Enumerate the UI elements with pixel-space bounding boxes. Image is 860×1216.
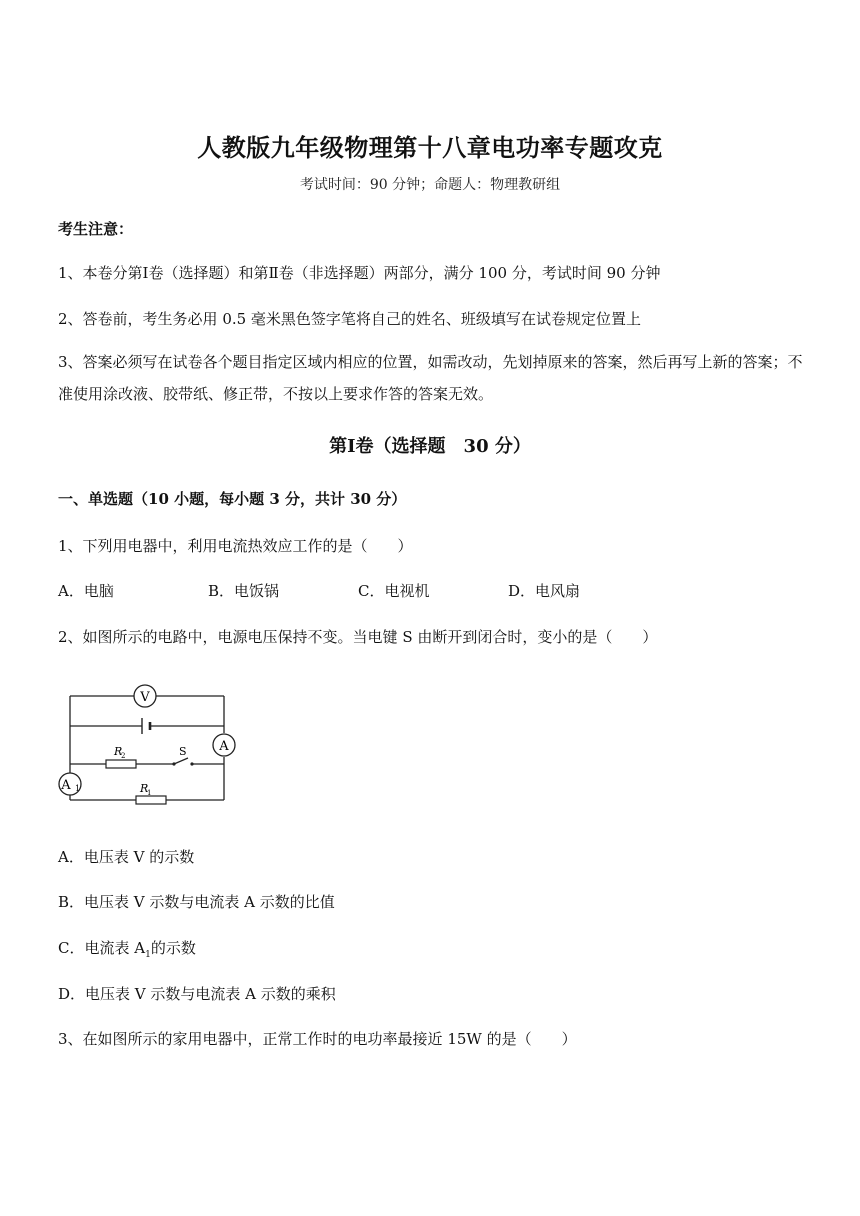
question-1-option-b: B．电饭锅 (208, 582, 280, 600)
question-2-option-d: D．电压表 V 示数与电流表 A 示数的乘积 (58, 985, 336, 1003)
resistor-r2-icon (106, 760, 136, 768)
question-1-option-a: A．电脑 (58, 582, 114, 600)
question-3-stem: 3、在如图所示的家用电器中，正常工作时的电功率最接近 15W 的是（ ） (58, 1030, 577, 1048)
r1-subscript: 1 (147, 789, 152, 797)
option-c-prefix: C．电流表 A (58, 939, 146, 957)
option-c-subscript: 1 (145, 950, 151, 960)
part-title: 一、单选题（10 小题，每小题 3 分，共计 30 分） (58, 490, 407, 508)
question-2-option-a: A．电压表 V 的示数 (58, 848, 195, 866)
notes-label: 考生注意： (58, 220, 134, 238)
circuit-diagram (56, 676, 256, 808)
question-2-option-c (58, 937, 196, 960)
switch-contact-icon (190, 762, 193, 765)
r1-label: R (140, 782, 149, 795)
ammeter-a1-label: A (61, 778, 71, 793)
section-title: 第Ⅰ卷（选择题 30 分） (329, 436, 531, 457)
ammeter-a1-subscript: 1 (75, 784, 81, 793)
r2-subscript: 2 (121, 752, 126, 760)
resistor-r1-icon (136, 796, 166, 804)
question-1-option-d: D．电风扇 (508, 582, 581, 600)
note-item: 2、答卷前，考生务必用 0.5 毫米黑色签字笔将自己的姓名、班级填写在试卷规定位置上 (58, 310, 641, 328)
exam-info: 考试时间：90 分钟；命题人：物理教研组 (299, 177, 561, 193)
switch-contact-icon (172, 762, 175, 765)
switch-label: S (179, 745, 187, 758)
voltmeter-label: V (140, 690, 150, 705)
question-2-option-b: B．电压表 V 示数与电流表 A 示数的比值 (58, 893, 335, 911)
r2-label: R (114, 745, 123, 758)
option-c-suffix: 的示数 (150, 939, 196, 957)
document-title: 人教版九年级物理第十八章电功率专题攻克 (197, 133, 663, 162)
question-1-option-c: C．电视机 (358, 582, 430, 600)
note-item: 3、答案必须写在试卷各个题目指定区域内相应的位置，如需改动，先划掉原来的答案，然后再写上新的答案；不准使用涂改液、胶带纸、修正带，不按以上要求作答的答案无效。 (58, 353, 803, 403)
ammeter-label: A (219, 739, 229, 754)
question-2-stem: 2、如图所示的电路中，电源电压保持不变。当电键 S 由断开到闭合时，变小的是（ ） (58, 628, 658, 646)
question-1-stem: 1、下列用电器中，利用电流热效应工作的是（ ） (58, 537, 413, 555)
note-item: 1、本卷分第Ⅰ卷（选择题）和第Ⅱ卷（非选择题）两部分，满分 100 分，考试时间 90 分钟 (58, 264, 661, 282)
